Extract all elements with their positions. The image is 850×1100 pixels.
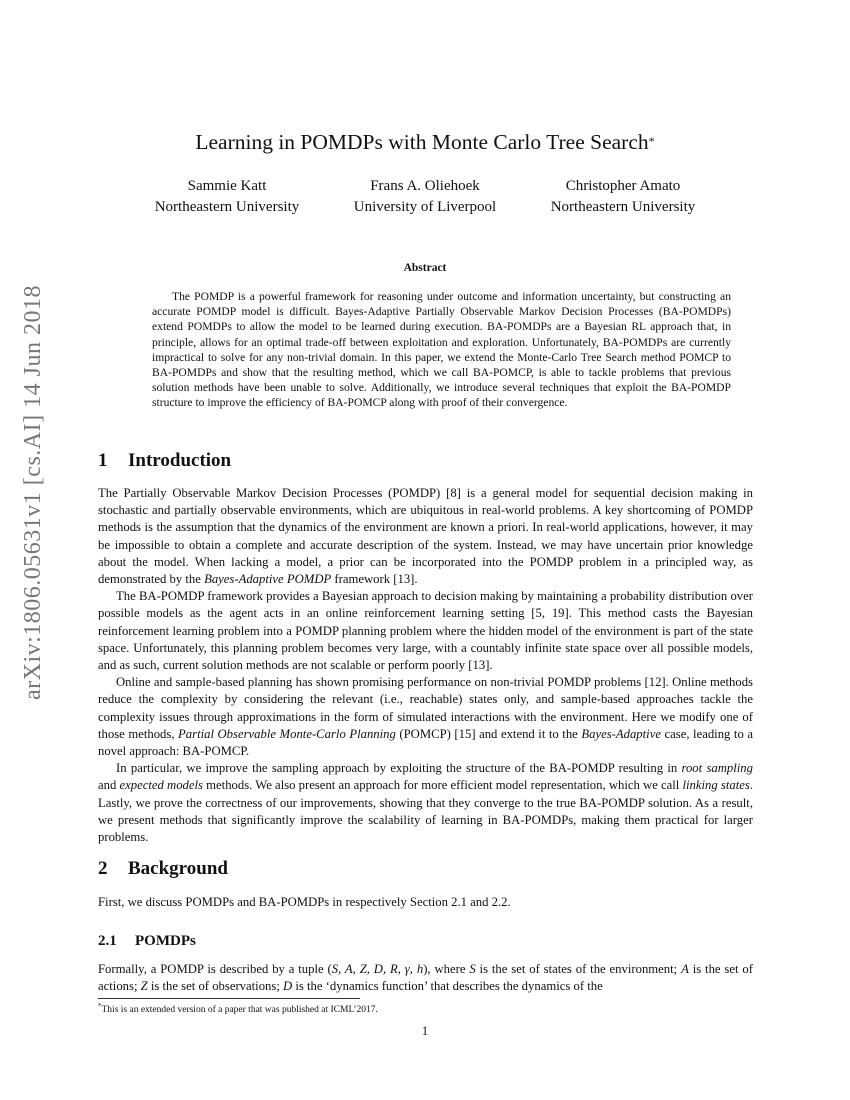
background-intro: First, we discuss POMDPs and BA-POMDPs in respectively Section 2.1 and 2.2. (98, 895, 511, 909)
paragraph: The Partially Observable Markov Decision Processes (POMDP) [8] is a general model for sequential decision making in stochastic and partially observable environments, which are ubiquitous in real-world problems. A key shortcoming of POMDP methods is the assumption that the dynamics of the environment are known a priori. In real-world applications, however, it may be impossible to obtain a complete and accurate description of the system. Instead, we may have uncertain prior knowledge about the model. When lacking a model, a prior can be incorporated into the POMDP problem in a principled way, as demonstrated by the Bayes-Adaptive POMDP framework [13]. (98, 486, 753, 587)
section-number: 2 (98, 858, 108, 879)
paragraph: In particular, we improve the sampling approach by exploiting the structure of the BA-POMDP resulting in root sampling and expected models methods. We also present an approach for more efficient model representation, which we call linking states. Lastly, we prove the correctness of our improvements, showing that they converge to the true BA-POMDP solution. As a result, we present methods that significantly improve the scalability of learning in BA-POMDPs, making them practical for larger problems. (98, 761, 753, 845)
section-heading-background (98, 857, 228, 881)
author-block-2 (345, 176, 505, 218)
subsection-title: POMDPs (135, 933, 196, 949)
footnote-marker: * (98, 1002, 102, 1010)
paper-title-text: Learning in POMDPs with Monte Carlo Tree Search (195, 130, 649, 154)
subsection-heading-pomdps (98, 931, 196, 951)
abstract-heading: Abstract (403, 262, 447, 274)
section-heading-introduction (98, 449, 231, 473)
author-affiliation: University of Liverpool (353, 199, 497, 215)
paragraph: Online and sample-based planning has shown promising performance on non-trivial POMDP problems [12]. Online methods reduce the complexity by considering the relevant (i.e., reachable) states only, and sample-based approaches tackle the complexity issues through approximations in the form of simulated interactions with the environment. Here we modify one of those methods, Partial Observable Monte-Carlo Planning (POMCP) [15] and extend it to the Bayes-Adaptive case, leading to a novel approach: BA-POMCP. (98, 675, 753, 759)
author-affiliation: Northeastern University (154, 199, 300, 215)
section-title: Background (128, 858, 228, 879)
author-name: Christopher Amato (565, 178, 681, 194)
author-affiliation: Northeastern University (550, 199, 696, 215)
arxiv-identifier: arXiv:1806.05631v1 [cs.AI] 14 Jun 2018 (20, 285, 46, 700)
subsection-number: 2.1 (98, 933, 117, 949)
author-block-1 (147, 176, 307, 218)
author-block-3 (542, 176, 704, 218)
author-name: Sammie Katt (187, 178, 267, 194)
page-number: 1 (421, 1024, 429, 1038)
pomdp-definition: Formally, a POMDP is described by a tuple (S, A, Z, D, R, γ, h), where S is the set of states of the environment; A is the set of actions; Z is the set of observations; D is the ‘dynamics function’ that describes the dynamics of the (98, 962, 753, 994)
section-number: 1 (98, 450, 108, 471)
introduction-body (98, 485, 753, 846)
footnote (98, 1002, 378, 1015)
abstract-body: The POMDP is a powerful framework for reasoning under outcome and information uncertainty, but constructing an accurate POMDP model is difficult. Bayes-Adaptive Partially Observable Markov Decision Processes (BA-POMDPs) extend POMDPs to allow the model to be learned during execution. BA-POMDPs are a Bayesian RL approach that, in principle, allows for an optimal trade-off between exploitation and exploration. Unfortunately, BA-POMDPs are currently impractical to solve for any non-trivial domain. In this paper, we extend the Monte-Carlo Tree Search method POMCP to BA-POMDPs and show that the resulting method, which we call BA-POMCP, is able to tackle problems that previous solution methods have been unable to solve. Additionally, we introduce several techniques that exploit the BA-POMDP structure to improve the efficiency of BA-POMCP along with proof of their convergence. (152, 290, 731, 410)
title-footnote-marker: * (648, 134, 655, 148)
footnote-text: This is an extended version of a paper that was published at ICML’2017. (101, 1005, 378, 1016)
section-title: Introduction (128, 450, 232, 471)
paragraph: The BA-POMDP framework provides a Bayesian approach to decision making by maintaining a probability distribution over possible models as the agent acts in an online reinforcement learning setting [5, 19]. This method casts the Bayesian reinforcement learning problem into a POMDP planning problem where the hidden model of the environment is part of the state space. Unfortunately, this planning problem becomes very large, with a countably infinite state space over all possible models, and as such, current solution methods are not scalable or perform poorly [13]. (98, 589, 753, 673)
paper-title (0, 128, 850, 159)
footnote-divider (98, 998, 360, 999)
author-name: Frans A. Oliehoek (370, 178, 480, 194)
